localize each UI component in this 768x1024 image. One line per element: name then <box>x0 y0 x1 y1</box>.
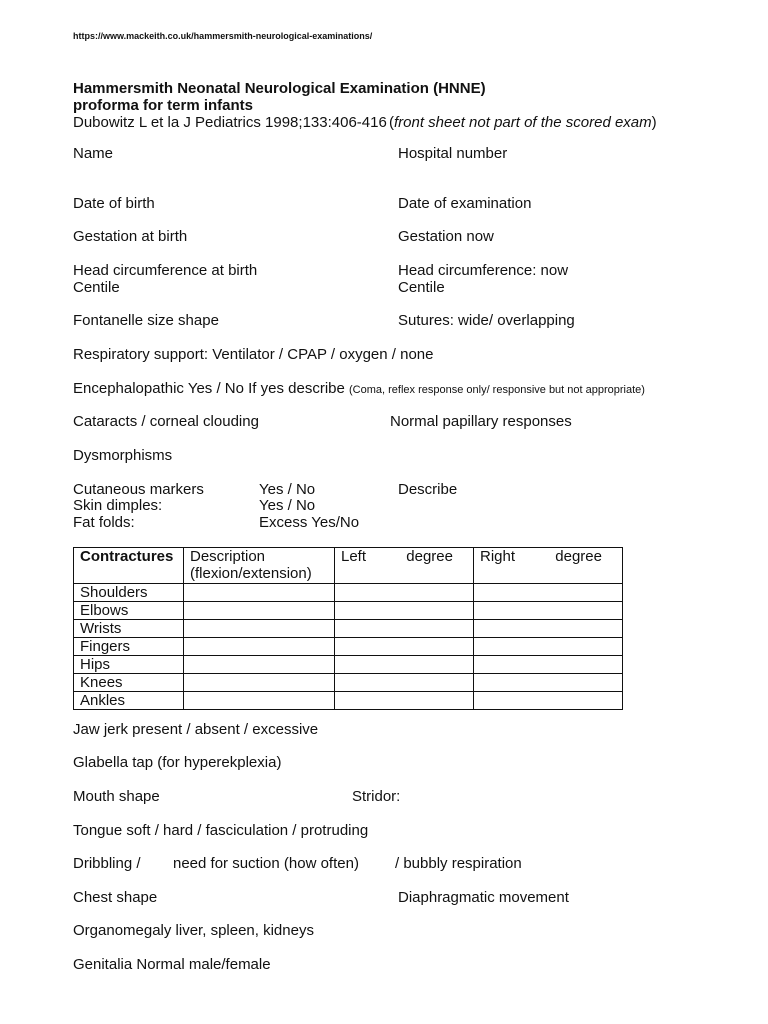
cell-right <box>474 638 623 656</box>
header-description <box>184 548 335 584</box>
field-suction: need for suction (how often) <box>173 855 359 872</box>
field-bubbly-respiration: / bubbly respiration <box>395 855 522 872</box>
contractures-header-row <box>74 548 623 584</box>
field-dysmorphisms: Dysmorphisms <box>73 447 173 464</box>
encephalopathic-label: Encephalopathic Yes / No If yes describe <box>73 380 345 397</box>
field-chest-shape: Chest shape <box>73 889 158 906</box>
cell-description <box>184 692 335 710</box>
field-head-circumference-birth: Head circumference at birth <box>73 262 258 279</box>
field-fat-folds: Fat folds: <box>73 514 135 531</box>
table-row <box>74 674 623 692</box>
note-close: ) <box>651 114 657 131</box>
skin-dimples-value: Yes / No <box>259 497 316 514</box>
cell-right <box>474 674 623 692</box>
field-diaphragmatic-movement: Diaphragmatic movement <box>398 889 569 906</box>
field-date-of-examination: Date of examination <box>398 195 532 212</box>
row-label: Knees <box>74 674 184 692</box>
field-cataracts: Cataracts / corneal clouding <box>73 413 259 430</box>
note-open: ( <box>389 114 394 131</box>
field-skin-dimples: Skin dimples: <box>73 497 163 514</box>
header-left-degree: degree <box>406 548 453 565</box>
row-label: Ankles <box>74 692 184 710</box>
cell-right <box>474 620 623 638</box>
row-label: Shoulders <box>74 584 184 602</box>
cell-right <box>474 584 623 602</box>
field-hospital-number: Hospital number <box>398 145 508 162</box>
row-label: Elbows <box>74 602 184 620</box>
table-row <box>74 620 623 638</box>
field-organomegaly: Organomegaly liver, spleen, kidneys <box>73 922 314 939</box>
field-centile-now: Centile <box>398 279 445 296</box>
field-encephalopathic <box>73 380 645 399</box>
field-dribbling: Dribbling / <box>73 855 141 872</box>
field-papillary-responses: Normal papillary responses <box>390 413 572 430</box>
cell-right <box>474 692 623 710</box>
cell-description <box>184 602 335 620</box>
cell-right <box>474 656 623 674</box>
field-mouth-shape: Mouth shape <box>73 788 160 805</box>
field-jaw-jerk: Jaw jerk present / absent / excessive <box>73 721 319 738</box>
document-subtitle: proforma for term infants <box>73 97 254 114</box>
cutaneous-markers-value: Yes / No <box>259 481 316 498</box>
field-date-of-birth: Date of birth <box>73 195 155 212</box>
header-contractures: Contractures <box>74 548 184 584</box>
header-right <box>474 548 623 584</box>
cell-description <box>184 584 335 602</box>
cell-left <box>335 584 474 602</box>
field-sutures: Sutures: wide/ overlapping <box>398 312 575 329</box>
field-head-circumference-now: Head circumference: now <box>398 262 569 279</box>
cell-left <box>335 620 474 638</box>
table-row <box>74 584 623 602</box>
header-description-line1: Description <box>190 548 266 565</box>
field-stridor: Stridor: <box>352 788 401 805</box>
cell-left <box>335 602 474 620</box>
field-centile-birth: Centile <box>73 279 120 296</box>
row-label: Fingers <box>74 638 184 656</box>
source-url: https://www.mackeith.co.uk/hammersmith-neurological-examinations/ <box>73 31 373 41</box>
row-label: Wrists <box>74 620 184 638</box>
field-glabella-tap: Glabella tap (for hyperekplexia) <box>73 754 282 771</box>
row-label: Hips <box>74 656 184 674</box>
header-description-line2: (flexion/extension) <box>190 565 312 582</box>
field-respiratory-support: Respiratory support: Ventilator / CPAP / oxygen / none <box>73 346 434 363</box>
cell-left <box>335 692 474 710</box>
header-left-label: Left <box>341 548 367 565</box>
field-gestation-now: Gestation now <box>398 228 494 245</box>
table-row <box>74 602 623 620</box>
header-left <box>335 548 474 584</box>
table-row <box>74 656 623 674</box>
encephalopathic-options: (Coma, reflex response only/ responsive but not appropriate) <box>349 384 645 396</box>
note-italic: front sheet not part of the scored exam <box>394 114 652 131</box>
table-row <box>74 638 623 656</box>
cell-description <box>184 620 335 638</box>
field-gestation-at-birth: Gestation at birth <box>73 228 188 245</box>
field-tongue: Tongue soft / hard / fasciculation / protruding <box>73 822 369 839</box>
cell-left <box>335 674 474 692</box>
cell-left <box>335 638 474 656</box>
header-right-degree: degree <box>555 548 602 565</box>
table-row <box>74 692 623 710</box>
front-sheet-note <box>389 114 657 131</box>
cell-left <box>335 656 474 674</box>
cell-description <box>184 656 335 674</box>
field-name: Name <box>73 145 114 162</box>
field-cutaneous-markers: Cutaneous markers <box>73 481 204 498</box>
cell-right <box>474 602 623 620</box>
contractures-table <box>73 547 623 710</box>
cell-description <box>184 638 335 656</box>
field-genitalia: Genitalia Normal male/female <box>73 956 271 973</box>
field-fontanelle: Fontanelle size shape <box>73 312 219 329</box>
cell-description <box>184 674 335 692</box>
field-describe: Describe <box>398 481 458 498</box>
citation: Dubowitz L et la J Pediatrics 1998;133:406-416 <box>73 114 387 131</box>
fat-folds-value: Excess Yes/No <box>259 514 360 531</box>
document-title: Hammersmith Neonatal Neurological Examination (HNNE) <box>73 80 486 97</box>
header-right-label: Right <box>480 548 516 565</box>
